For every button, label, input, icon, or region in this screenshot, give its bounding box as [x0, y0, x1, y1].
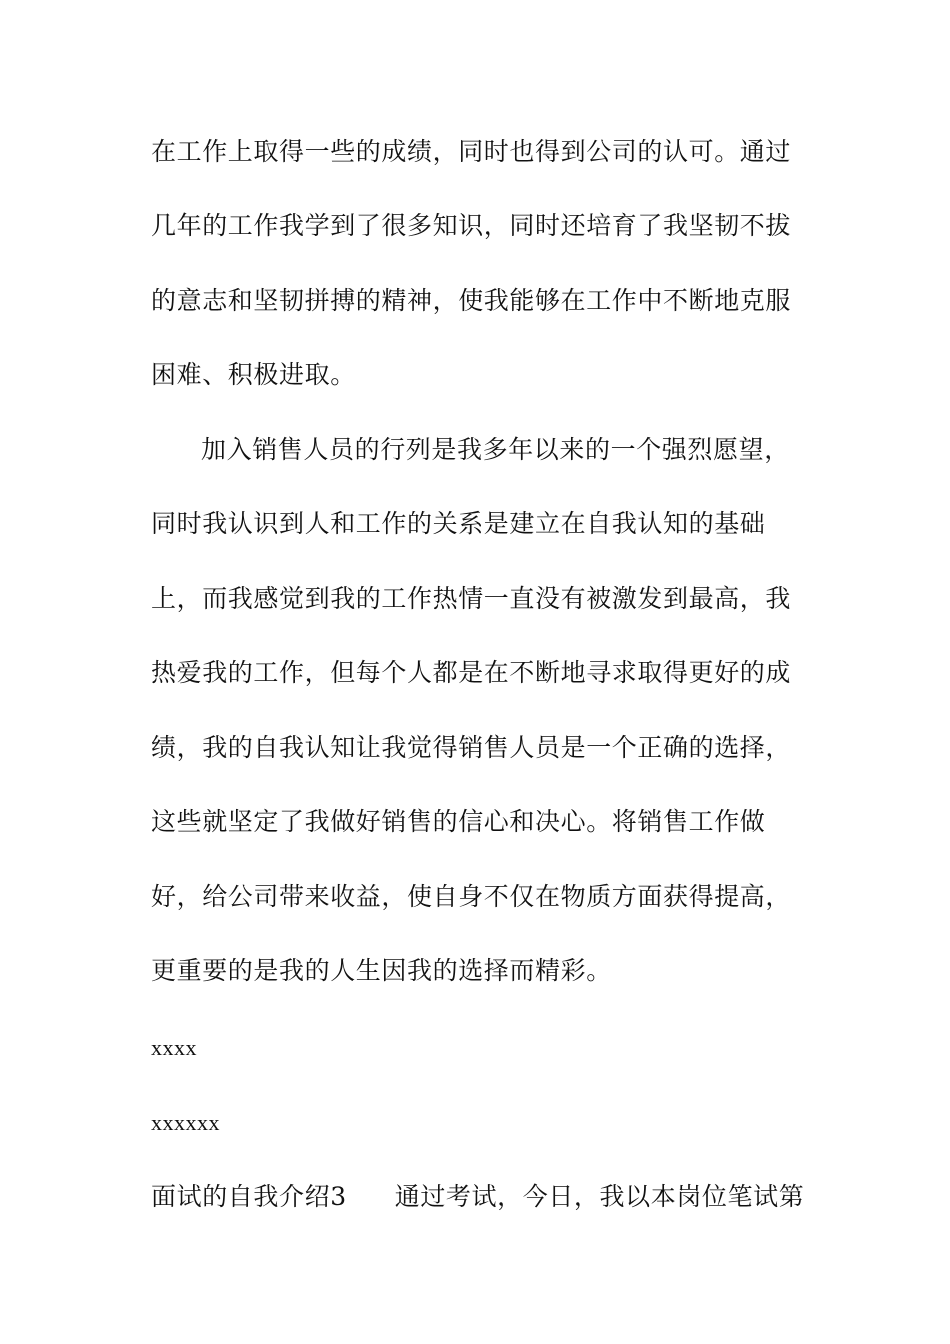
paragraph-2-line-7: 好，给公司带来收益，使自身不仅在物质方面获得提高，: [151, 882, 792, 911]
section-line: [151, 1180, 804, 1214]
paragraph-1-line-4: 困难、积极进取。: [151, 360, 356, 389]
paragraph-1-line-1: 在工作上取得一些的成绩，同时也得到公司的认可。通过: [151, 137, 792, 166]
section-heading: 面试的自我介绍3: [151, 1182, 347, 1211]
paragraph-2-line-5: 绩，我的自我认知让我觉得销售人员是一个正确的选择，: [151, 733, 792, 762]
section-start-text: 通过考试，今日，我以本岗位笔试第: [394, 1182, 805, 1211]
paragraph-2-line-4: 热爱我的工作，但每个人都是在不断地寻求取得更好的成: [151, 658, 792, 687]
signature-name: xxxx: [151, 1035, 197, 1060]
paragraph-2-line-8: 更重要的是我的人生因我的选择而精彩。: [151, 956, 612, 985]
paragraph-1-line-3: 的意志和坚韧拼搏的精神，使我能够在工作中不断地克服: [151, 286, 792, 315]
paragraph-1-line-2: 几年的工作我学到了很多知识，同时还培育了我坚韧不拔: [151, 211, 792, 240]
signature-date: xxxxxx: [151, 1110, 220, 1135]
paragraph-2-line-2: 同时我认识到人和工作的关系是建立在自我认知的基础: [151, 509, 766, 538]
paragraph-2-line-3: 上，而我感觉到我的工作热情一直没有被激发到最高，我: [151, 584, 792, 613]
paragraph-2-line-6: 这些就坚定了我做好销售的信心和决心。将销售工作做: [151, 807, 766, 836]
paragraph-2-line-1: 加入销售人员的行列是我多年以来的一个强烈愿望，: [201, 435, 790, 464]
